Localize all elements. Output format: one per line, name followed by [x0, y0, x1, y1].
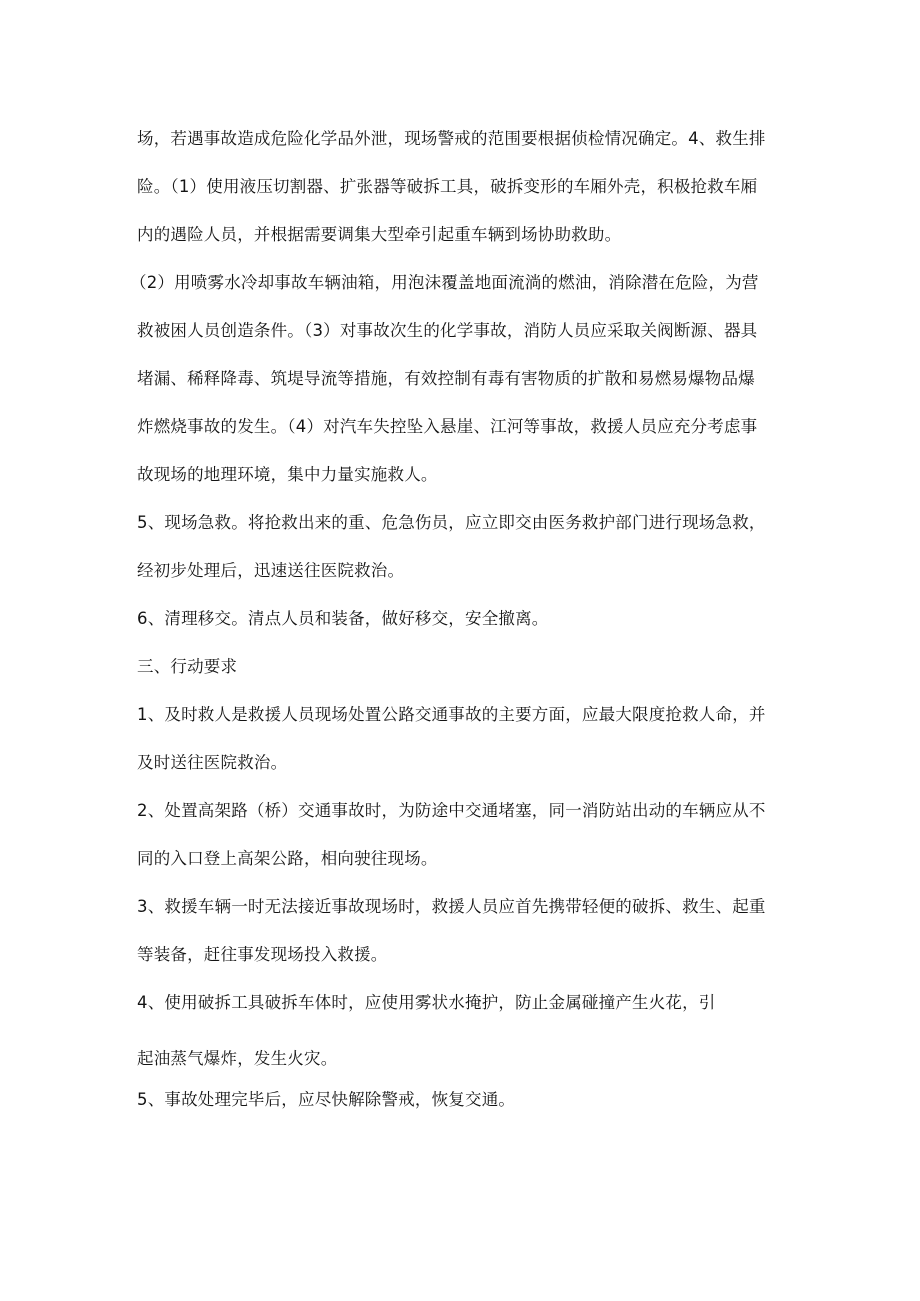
text-line: 2、处置高架路（桥）交通事故时，为防途中交通堵塞，同一消防站出动的车辆应从不: [137, 801, 766, 820]
text-line: 同的入口登上高架公路，相向驶往现场。: [137, 849, 438, 868]
text-line: 3、救援车辆一时无法接近事故现场时，救援人员应首先携带轻便的破拆、救生、起重: [137, 897, 766, 916]
text-line: 起油蒸气爆炸，发生火灾。: [137, 1049, 338, 1068]
text-line: 1、及时救人是救援人员现场处置公路交通事故的主要方面，应最大限度抢救人命，并: [137, 705, 766, 724]
text-line: 5、现场急救。将抢救出来的重、危急伤员，应立即交由医务救护部门进行现场急救，: [137, 513, 766, 532]
text-line: 内的遇险人员，并根据需要调集大型牵引起重车辆到场协助救助。: [137, 225, 622, 244]
text-line: 险。（1）使用液压切割器、扩张器等破拆工具，破拆变形的车厢外壳，积极抢救车厢: [137, 177, 758, 196]
text-line: 5、事故处理完毕后，应尽快解除警戒，恢复交通。: [137, 1090, 516, 1109]
text-line: 救被困人员创造条件。（3）对事故次生的化学事故，消防人员应采取关阀断源、器具: [137, 321, 758, 340]
text-line: 及时送往医院救治。: [137, 753, 288, 772]
text-line: 等装备，赶往事发现场投入救援。: [137, 945, 388, 964]
text-line: 故现场的地理环境，集中力量实施救人。: [137, 465, 438, 484]
text-line: （2）用喷雾水冷却事故车辆油箱，用泡沫覆盖地面流淌的燃油，消除潜在危险，为营: [130, 273, 759, 292]
section-heading: 三、行动要求: [137, 657, 238, 676]
text-line: 场，若遇事故造成危险化学品外泄，现场警戒的范围要根据侦检情况确定。4、救生排: [137, 129, 766, 148]
text-line: 堵漏、稀释降毒、筑堤导流等措施，有效控制有毒有害物质的扩散和易燃易爆物品爆: [137, 369, 755, 388]
text-line: 经初步处理后，迅速送往医院救治。: [137, 561, 405, 580]
text-line: 6、清理移交。清点人员和装备，做好移交，安全撤离。: [137, 609, 549, 628]
text-line: 炸燃烧事故的发生。（4）对汽车失控坠入悬崖、江河等事故，救援人员应充分考虑事: [137, 417, 758, 436]
text-line: 4、使用破拆工具破拆车体时，应使用雾状水掩护，防止金属碰撞产生火花，引: [137, 993, 716, 1012]
